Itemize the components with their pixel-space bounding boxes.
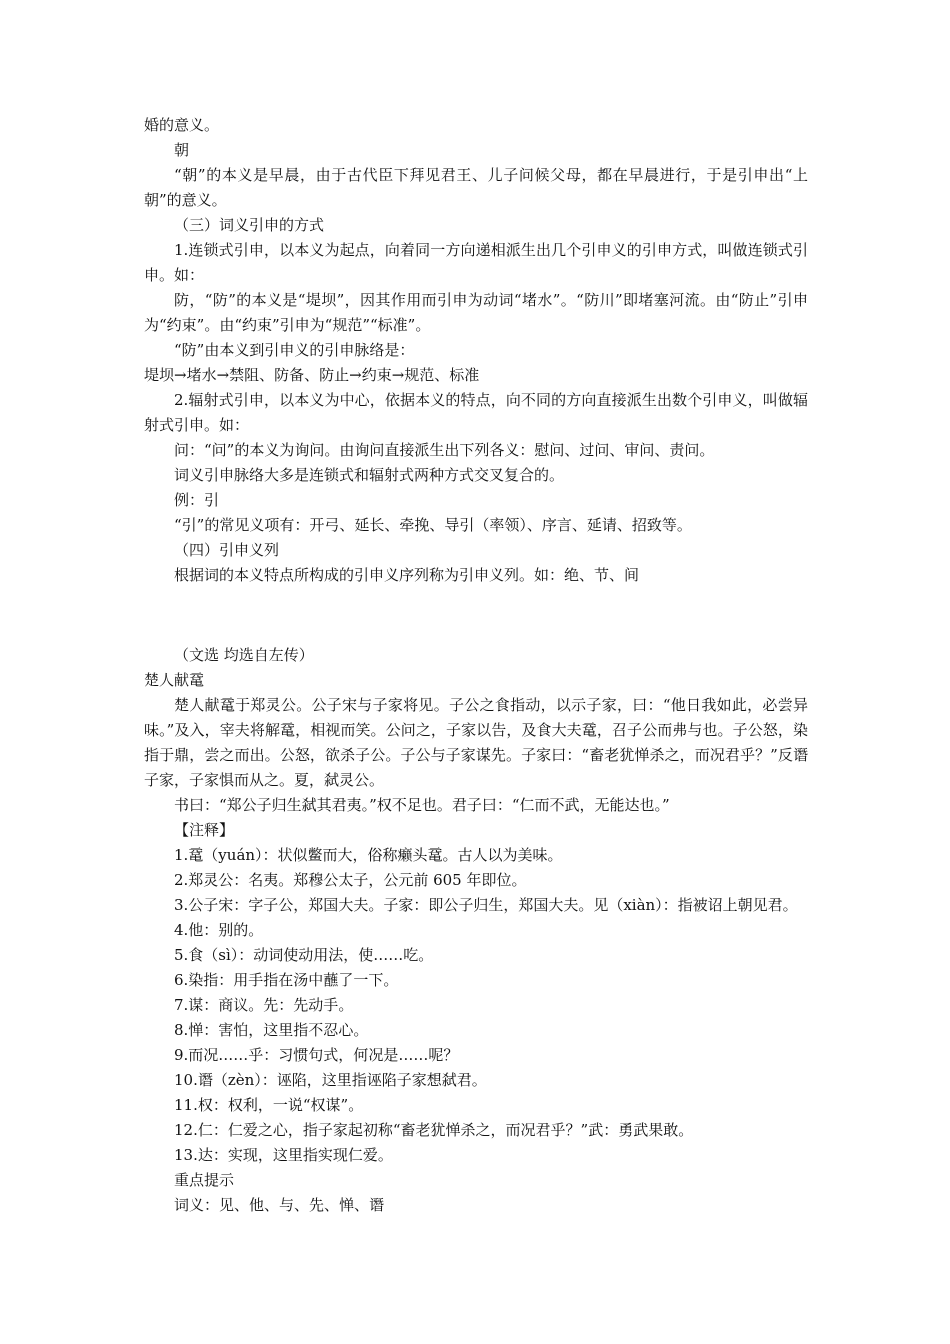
text-line: （三）词义引申的方式: [174, 216, 325, 234]
text-line: 6.染指：用手指在汤中蘸了一下。: [174, 971, 399, 989]
paragraph: 2.辐射式引申，以本义为中心，依据本义的特点，向不同的方向直接派生出数个引申义，叫做辐射式引申。如：: [144, 391, 808, 434]
text-line: 1.鼋（yuán）：状似鳖而大，俗称癞头鼋。古人以为美味。: [174, 846, 563, 864]
text-line: 4.他：别的。: [174, 921, 264, 939]
text-line: 词义引申脉络大多是连锁式和辐射式两种方式交叉复合的。: [174, 466, 565, 484]
text-line: 13.达：实现，这里指实现仁爱。: [174, 1146, 393, 1164]
paragraph: 1.连锁式引申，以本义为起点，向着同一方向递相派生出几个引申义的引申方式，叫做连锁式引申。如：: [144, 241, 808, 284]
text-line: 12.仁：仁爱之心，指子家起初称“畜老犹惮杀之，而况君乎？”武：勇武果敢。: [174, 1121, 694, 1139]
text-line: （文选 均选自左传）: [174, 646, 314, 664]
text-line: 例：引: [174, 491, 220, 509]
text-line: 5.食（sì）：动词使动用法，使……吃。: [174, 946, 434, 964]
text-line: 2.郑灵公：名夷。郑穆公太子，公元前 605 年即位。: [174, 871, 527, 889]
paragraph: 防，“防”的本义是“堤坝”，因其作用而引申为动词“堵水”。“防川”即堵塞河流。由“防止”引申为“约束”。由“约束”引申为“规范”“标准”。: [144, 291, 808, 334]
text-line: 【注释】: [174, 821, 235, 839]
blank-line: [144, 603, 808, 628]
document-body: [144, 113, 808, 1218]
text-line: 重点提示: [174, 1171, 235, 1189]
text-line: 7.谋：商议。先：先动手。: [174, 996, 354, 1014]
text-line: （四）引申义列: [174, 541, 280, 559]
paragraph: “朝”的本义是早晨，由于古代臣下拜见君王、儿子问候父母，都在早晨进行，于是引申出“上朝”的意义。: [144, 166, 808, 209]
text-line: 根据词的本义特点所构成的引申义序列称为引申义列。如：绝、节、间: [174, 566, 640, 584]
text-line: 朝: [174, 141, 190, 159]
text-line: 楚人献鼋: [144, 671, 205, 689]
text-line: 书曰：“郑公子归生弑其君夷。”权不足也。君子曰：“仁而不武，无能达也。”: [174, 796, 670, 814]
text-line: “防”由本义到引申义的引申脉络是：: [174, 341, 415, 359]
paragraph: 3.公子宋：字子公，郑国大夫。子家：即公子归生，郑国大夫。见（xiàn）：指被诏上朝见君。: [174, 896, 798, 914]
text-line: 9.而况……乎：习惯句式，何况是……呢？: [174, 1046, 459, 1064]
text-line: 婚的意义。: [144, 116, 220, 134]
text-line: 问：“问”的本义为询问。由询问直接派生出下列各义：慰问、过问、审问、责问。: [174, 441, 715, 459]
text-line: 11.权：权利，一说“权谋”。: [174, 1096, 364, 1114]
paragraph: 楚人献鼋于郑灵公。公子宋与子家将见。子公之食指动，以示子家，曰：“他日我如此，必尝异味。”及入，宰夫将解鼋，相视而笑。公问之，子家以告，及食大夫鼋，召子公而弗与也。子公怒，染指于鼎，尝之而出。公怒，欲杀子公。子公与子家谋先。子家曰：“畜老犹惮杀之，而况君乎？”反谮子家，子家惧而从之。夏，弑灵公。: [144, 696, 808, 789]
text-line: 10.谮（zèn）：诬陷，这里指诬陷子家想弑君。: [174, 1071, 487, 1089]
text-line: 词义：见、他、与、先、惮、谮: [174, 1196, 385, 1214]
text-line: “引”的常见义项有：开弓、延长、牵挽、导引（率领）、序言、延请、招致等。: [174, 516, 692, 534]
text-line: 8.惮：害怕，这里指不忍心。: [174, 1021, 369, 1039]
text-line: 堤坝→堵水→禁阻、防备、防止→约束→规范、标准: [144, 366, 480, 384]
